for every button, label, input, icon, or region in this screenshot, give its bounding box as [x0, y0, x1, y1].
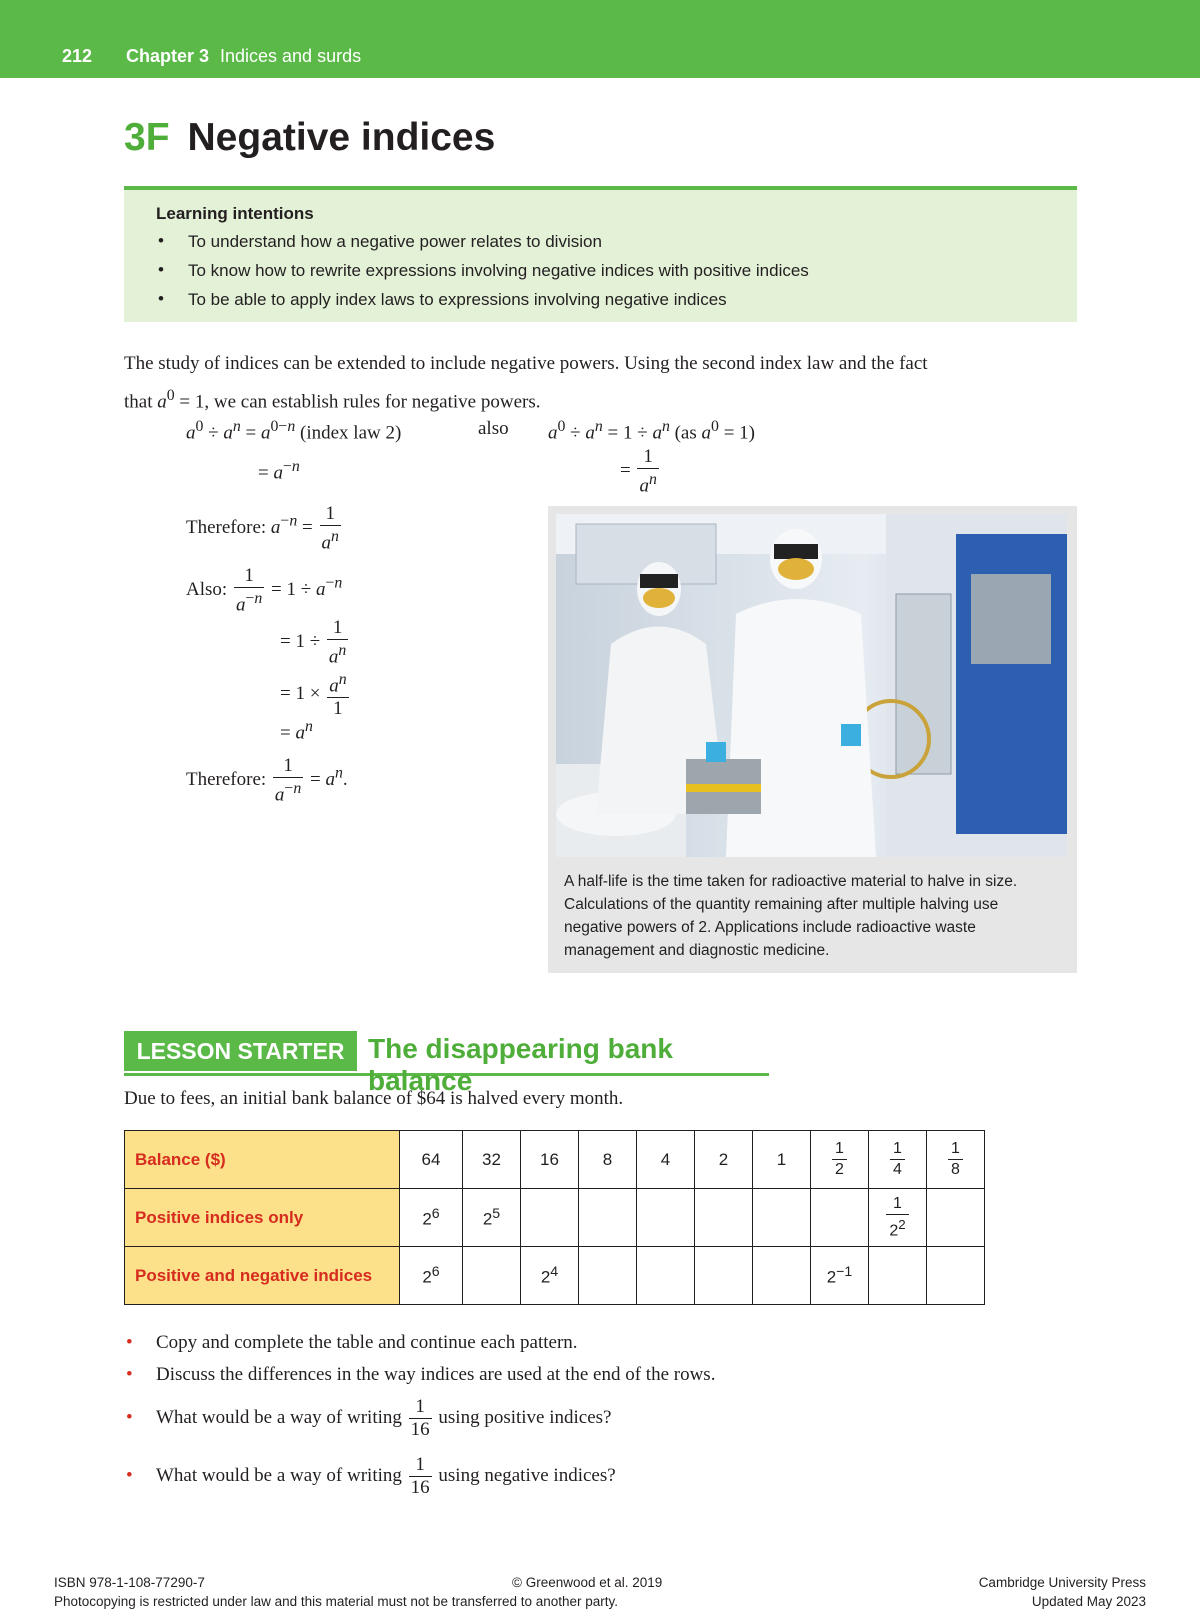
also-step-4: = $a^n$: [280, 718, 313, 744]
photo-box: [548, 506, 1077, 973]
table-cell: 32: [463, 1131, 521, 1189]
table-cell: $2^{-1}$: [811, 1247, 869, 1305]
table-cell: $2^6$: [400, 1247, 463, 1305]
table-cell: [695, 1247, 753, 1305]
section-name: Negative indices: [187, 116, 496, 159]
footer-publisher: Cambridge University Press: [978, 1575, 1146, 1590]
table-row: [125, 1247, 985, 1305]
row-header-positive: Positive indices only: [125, 1189, 400, 1247]
table-cell: [927, 1189, 985, 1247]
photo-caption: A half-life is the time taken for radioactive material to halve in size. Calculations of the quantity remaining after multiple halving use negative powers of 2. Applications include radioactive waste management and diagnostic medicine.: [564, 873, 1018, 959]
table-cell: [579, 1247, 637, 1305]
table-cell: [811, 1189, 869, 1247]
list-item: • To understand how a negative power relates to division: [156, 232, 809, 261]
page-number: 212: [62, 46, 93, 66]
intro-line-1: The study of indices can be extended to include negative powers. Using the second index law and the fact: [124, 353, 928, 374]
table-cell: 16: [521, 1131, 579, 1189]
therefore-1: Therefore: $a^{-n}$ = $\frac{1}{a^n}$: [186, 503, 339, 554]
derivation-result-left: = $a^{-n}$: [258, 458, 300, 484]
table-cell: 8: [579, 1131, 637, 1189]
table-cell: 4: [637, 1131, 695, 1189]
table-cell: [753, 1247, 811, 1305]
also-step-3: = 1 × $\frac{a^n}{1}$: [280, 671, 347, 720]
derivation-also: also: [478, 418, 509, 439]
table-cell: $\frac{1}{8}$: [927, 1131, 985, 1189]
table-cell: 2: [695, 1131, 753, 1189]
derivation-result-right: = $\frac{1}{a^n}$: [620, 446, 657, 497]
table-cell: $\frac{1}{2^2}$: [869, 1189, 927, 1247]
page-header: [0, 0, 1200, 78]
table-cell: 64: [400, 1131, 463, 1189]
therefore-2: Therefore: $\frac{1}{a^{-n}}$ = $a^n$.: [186, 755, 348, 806]
lesson-starter-title: The disappearing bank balance: [368, 1033, 673, 1096]
footer-updated: Updated May 2023: [1031, 1594, 1146, 1609]
row-header-balance: Balance ($): [125, 1131, 400, 1189]
footer-notice: Photocopying is restricted under law and this material must not be transferred to another party.: [54, 1594, 619, 1609]
list-item: • Discuss the differences in the way indices are used at the end of the rows.: [126, 1364, 716, 1385]
chapter-title: Indices and surds: [220, 46, 362, 66]
learning-intentions-box: [124, 186, 1077, 322]
lesson-starter-intro: Due to fees, an initial bank balance of $64 is halved every month.: [124, 1088, 624, 1109]
also-step-2: = 1 ÷ $\frac{1}{a^n}$: [280, 617, 347, 668]
footer-isbn: ISBN 978-1-108-77290-7: [54, 1575, 205, 1590]
learning-intentions-list: [156, 232, 809, 319]
table-cell: [695, 1189, 753, 1247]
row-header-mixed: Positive and negative indices: [125, 1247, 400, 1305]
section-title: [124, 116, 495, 160]
table-cell: $\frac{1}{2}$: [811, 1131, 869, 1189]
table-row: [125, 1189, 985, 1247]
balance-table: [124, 1130, 985, 1305]
list-item: • Copy and complete the table and continue each pattern.: [126, 1332, 578, 1353]
table-cell: [463, 1247, 521, 1305]
table-cell: [927, 1247, 985, 1305]
lesson-starter-tag: LESSON STARTER: [124, 1031, 357, 1071]
list-item: • To be able to apply index laws to expressions involving negative indices: [156, 290, 809, 319]
section-code: 3F: [124, 116, 170, 159]
table-cell: [869, 1247, 927, 1305]
intro-line-2: that $a^0 = 1$, we can establish rules for negative powers.: [124, 387, 541, 413]
list-item: • What would be a way of writing $\frac{1}{16}$ using negative indices?: [126, 1454, 616, 1498]
table-cell: [637, 1189, 695, 1247]
lesson-starter-heading: [124, 1031, 769, 1096]
list-item: • To know how to rewrite expressions involving negative indices with positive indices: [156, 261, 809, 290]
list-item: • What would be a way of writing $\frac{1}{16}$ using positive indices?: [126, 1396, 612, 1440]
table-row: [125, 1131, 985, 1189]
chapter-label: Chapter 3: [126, 46, 210, 66]
also-step-1: Also: $\frac{1}{a^{-n}}$ = $1 \div a^{-n}$: [186, 565, 343, 616]
table-cell: [521, 1189, 579, 1247]
derivation-law2: $a^0 \div a^n = a^{0-n}$ (index law 2): [186, 418, 402, 444]
derivation-as-a0: $a^0 \div a^n = 1 \div a^n$ (as $a^0 = 1$): [548, 418, 755, 444]
table-cell: $\frac{1}{4}$: [869, 1131, 927, 1189]
intro-paragraph: [124, 348, 1079, 418]
learning-intentions-title: Learning intentions: [156, 204, 314, 223]
table-cell: [637, 1247, 695, 1305]
table-cell: [579, 1189, 637, 1247]
table-cell: $2^6$: [400, 1189, 463, 1247]
footer-copyright: © Greenwood et al. 2019: [512, 1575, 663, 1590]
lab-photo: [556, 514, 1067, 857]
table-cell: 1: [753, 1131, 811, 1189]
table-cell: [753, 1189, 811, 1247]
table-cell: $2^5$: [463, 1189, 521, 1247]
table-cell: $2^4$: [521, 1247, 579, 1305]
